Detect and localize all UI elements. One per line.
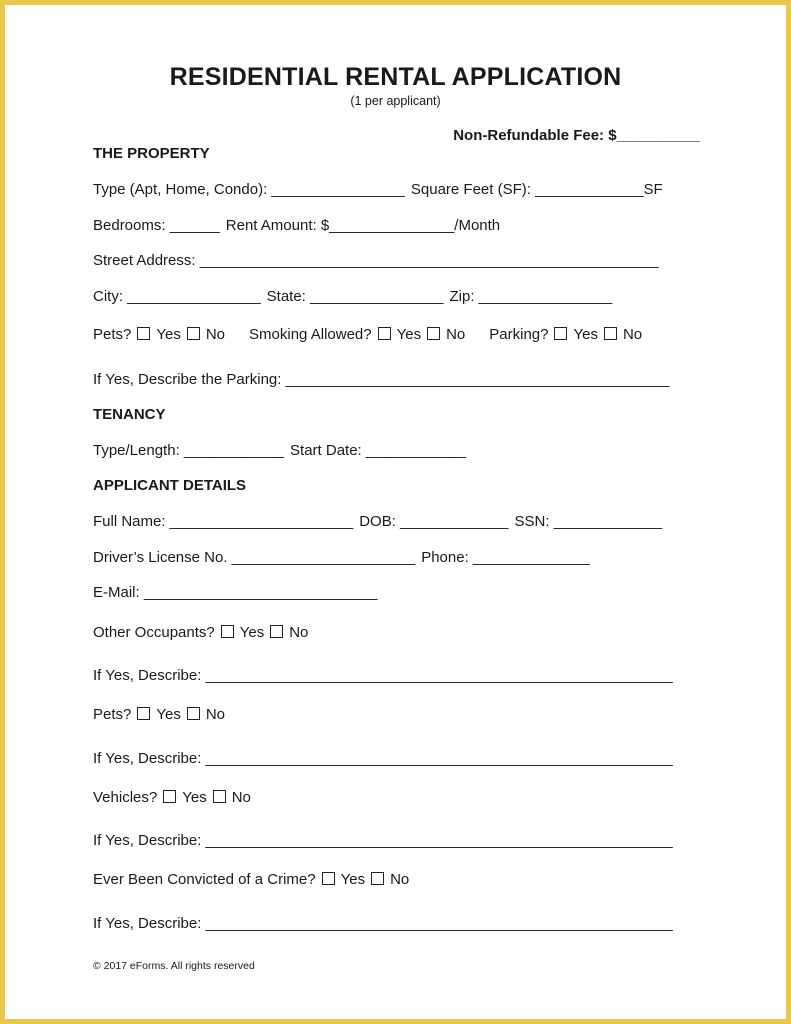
parking-no-checkbox[interactable] (604, 327, 617, 340)
no-label: No (622, 326, 643, 343)
occupants-yes-checkbox[interactable] (221, 625, 234, 638)
yes-label: Yes (396, 326, 422, 343)
applicant-pets-yes-checkbox[interactable] (137, 707, 150, 720)
type-length-field[interactable]: Type/Length: ____________ (93, 442, 285, 459)
page-subtitle: (1 per applicant) (350, 94, 441, 108)
no-label: No (205, 706, 226, 723)
crime-yes-checkbox[interactable] (322, 872, 335, 885)
row-crime-describe (93, 915, 673, 932)
rent-amount-field[interactable]: Rent Amount: $_______________/Month (225, 217, 501, 234)
row-pets-describe (93, 750, 673, 767)
row-crime (93, 871, 409, 888)
start-date-field[interactable]: Start Date: ____________ (290, 442, 466, 459)
row-vehicles (93, 789, 251, 806)
row-name-dob-ssn (93, 513, 662, 530)
crime-label: Ever Been Convicted of a Crime? (93, 871, 316, 888)
vehicles-yes-checkbox[interactable] (163, 790, 176, 803)
row-occupants-describe (93, 667, 673, 684)
vehicles-no-checkbox[interactable] (213, 790, 226, 803)
occupants-no-checkbox[interactable] (270, 625, 283, 638)
fee-field[interactable]: Non-Refundable Fee: $__________ (453, 127, 700, 144)
property-type-field[interactable]: Type (Apt, Home, Condo): ________________ (93, 181, 405, 198)
phone-field[interactable]: Phone: ______________ (421, 549, 590, 566)
yes-label: Yes (156, 706, 181, 723)
full-name-field[interactable]: Full Name: ______________________ (93, 513, 354, 530)
crime-no-checkbox[interactable] (371, 872, 384, 885)
state-field[interactable]: State: ________________ (266, 288, 444, 305)
row-pets-smoking-parking (93, 326, 642, 343)
email-field[interactable]: E-Mail: ____________________________ (93, 584, 378, 601)
vehicles-describe-field[interactable]: If Yes, Describe: ________________________________________________________ (93, 832, 673, 849)
no-label: No (390, 871, 410, 888)
footer-copyright: © 2017 eForms. All rights reserved (93, 960, 255, 972)
row-parking-describe (93, 371, 669, 388)
no-label: No (231, 789, 251, 806)
occupants-label: Other Occupants? (93, 624, 215, 641)
smoking-no-checkbox[interactable] (427, 327, 440, 340)
yes-label: Yes (573, 326, 598, 343)
property-pets-yes-checkbox[interactable] (137, 327, 150, 340)
row-occupants (93, 624, 308, 641)
yes-label: Yes (156, 326, 181, 343)
occupants-describe-field[interactable]: If Yes, Describe: ________________________________________________________ (93, 667, 673, 684)
applicant-pets-no-checkbox[interactable] (187, 707, 200, 720)
smoking-label: Smoking Allowed? (249, 326, 372, 343)
square-feet-field[interactable]: Square Feet (SF): _____________SF (410, 181, 663, 198)
row-city-state-zip (93, 288, 612, 305)
property-pets-no-checkbox[interactable] (187, 327, 200, 340)
pets-describe-field[interactable]: If Yes, Describe: ________________________________________________________ (93, 750, 673, 767)
ssn-field[interactable]: SSN: _____________ (514, 513, 663, 530)
row-type-sqft (93, 181, 663, 198)
smoking-yes-checkbox[interactable] (378, 327, 391, 340)
row-applicant-pets (93, 706, 225, 723)
city-field[interactable]: City: ________________ (93, 288, 261, 305)
row-email (93, 584, 377, 601)
yes-label: Yes (340, 871, 366, 888)
row-vehicles-describe (93, 832, 673, 849)
row-street (93, 252, 659, 269)
page-title: RESIDENTIAL RENTAL APPLICATION (169, 63, 622, 91)
section-heading-property: THE PROPERTY (93, 145, 210, 162)
street-address-field[interactable]: Street Address: _______________________________________________________ (93, 252, 659, 269)
applicant-pets-label: Pets? (93, 706, 132, 723)
parking-yes-checkbox[interactable] (554, 327, 567, 340)
vehicles-label: Vehicles? (93, 789, 158, 806)
zip-field[interactable]: Zip: ________________ (449, 288, 613, 305)
section-heading-applicant: APPLICANT DETAILS (93, 477, 247, 494)
no-label: No (205, 326, 226, 343)
drivers-license-field[interactable]: Driver’s License No. ______________________ (93, 549, 416, 566)
row-bedrooms-rent (93, 217, 500, 234)
section-heading-tenancy: TENANCY (93, 406, 166, 423)
yes-label: Yes (182, 789, 207, 806)
crime-describe-field[interactable]: If Yes, Describe: ________________________________________________________ (93, 915, 673, 932)
parking-label: Parking? (489, 326, 549, 343)
dob-field[interactable]: DOB: _____________ (359, 513, 509, 530)
property-pets-label: Pets? (93, 326, 132, 343)
no-label: No (289, 624, 309, 641)
parking-describe-field[interactable]: If Yes, Describe the Parking: ______________________________________________ (93, 371, 670, 388)
row-tenancy (93, 442, 466, 459)
row-license-phone (93, 549, 590, 566)
yes-label: Yes (239, 624, 265, 641)
no-label: No (446, 326, 466, 343)
bedrooms-field[interactable]: Bedrooms: ______ (93, 217, 220, 234)
